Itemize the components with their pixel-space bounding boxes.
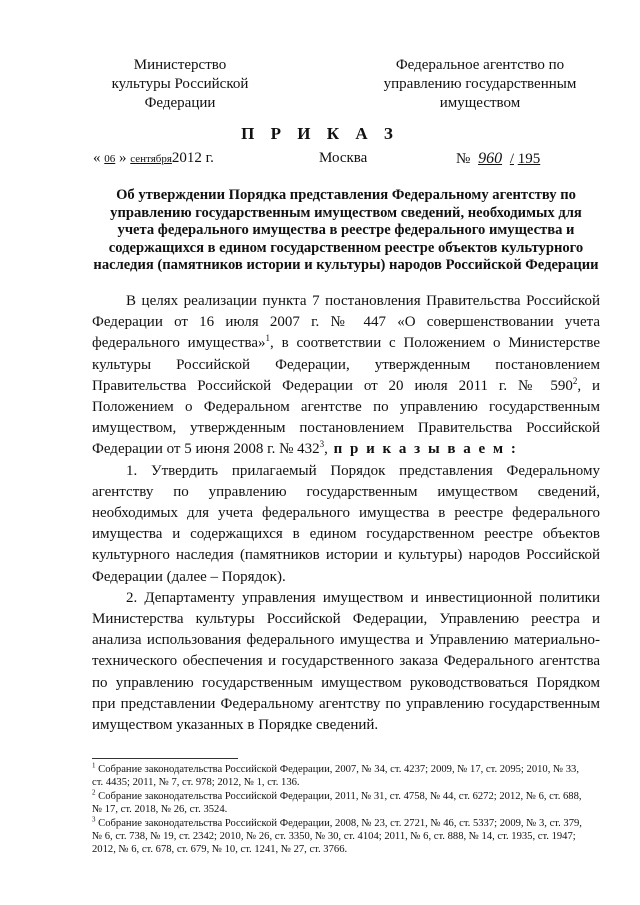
preamble-text: , в соответствии с Положением о Министерстве культуры Российской Федерации, утвержденным постановлением Правительства Российской Федерации от 20 июля 2011 г. № 590 <box>92 335 600 394</box>
order-body <box>92 291 600 736</box>
order-date <box>93 149 214 169</box>
order-number <box>456 149 540 169</box>
preamble-paragraph <box>92 291 600 461</box>
footnote-3-line <box>92 817 602 830</box>
date-quote-close: » <box>119 150 127 166</box>
issuer-ministry-line: культуры Российской <box>111 76 249 92</box>
footnote-3-line: № 6, ст. 738, № 19, ст. 2342; 2010, № 26, ст. 3350, № 30, ст. 4104; 2011, № 6, ст. 888, № 14, ст. 1935, ст. 1947; <box>92 831 576 843</box>
order-city: Москва <box>319 150 368 166</box>
footnote-1-line <box>92 763 602 776</box>
issuer-agency-line: управлению государственным <box>383 76 577 92</box>
footnote-divider <box>92 758 238 759</box>
clause-2: 2. Департаменту управления имуществом и инвестиционной политики Министерства культуры Российской Федерации, Управлению реестра и анализа использования федерального имущества и Управлению материально-технического обеспечения и государственного заказа Федерального агентства по управлению государственным имуществом руководствоваться Порядком при представлении Федеральному агентству по управлению государственным имуществом указанных в Порядке сведений. <box>92 589 600 734</box>
number-sign: № <box>456 151 471 167</box>
footnote-ref: 1 <box>265 333 271 344</box>
subject-line: учета федерального имущества в реестре федерального имущества и <box>117 222 575 239</box>
document-title: П Р И К А З <box>241 124 399 143</box>
footnote-2-line: № 17, ст. 2018, № 26, ст. 3524. <box>92 804 228 816</box>
footnote-3-line: 2012, № 6, ст. 678, ст. 679, № 10, ст. 1241, № 27, ст. 3766. <box>92 844 348 856</box>
footnote-ref: 3 <box>319 439 325 450</box>
issuer-ministry-block <box>80 56 280 113</box>
date-day: 06 <box>104 153 116 165</box>
issuer-agency-line: Федеральное агентство по <box>395 57 565 73</box>
issuer-ministry-line: Министерство <box>133 57 227 73</box>
footnote-text: Собрание законодательства Российской Федерации, 2007, № 34, ст. 4237; 2009, № 17, ст. 2095; 2010, № 33, <box>95 764 580 775</box>
number-separator: / <box>509 151 514 167</box>
date-year: 2012 г. <box>171 150 214 166</box>
footnote-1-line: ст. 4435; 2011, № 7, ст. 978; 2012, № 1, ст. 136. <box>92 777 300 789</box>
number-second: 195 <box>517 151 541 167</box>
preamble-text: В целях реализации пункта 7 постановления Правительства Российской Федерации от 16 июля 2007 г. № 447 «О совершенствовании учета федерального имущества» <box>92 293 600 352</box>
footnotes <box>92 763 602 857</box>
order-subject <box>92 187 600 275</box>
footnote-mark: 2 <box>92 788 96 797</box>
order-word: п р и к а з ы в а е м : <box>327 441 518 458</box>
clause-1: 1. Утвердить прилагаемый Порядок представления Федеральному агентству по управлению государственным имуществом сведений, необходимых для учета федерального имущества в реестре федерального имущества и содержащихся в едином государственном реестре объектов культурного наследия (памятников истории и культуры) народов Российской Федерации (далее – Порядок). <box>92 462 600 585</box>
subject-line: содержащихся в едином государственном реестре объектов культурного <box>108 239 584 256</box>
footnote-ref: 2 <box>572 375 578 386</box>
footnote-mark: 3 <box>92 815 96 824</box>
subject-line: управлению государственным имуществом сведений, необходимых для <box>110 204 582 221</box>
footnote-2-line <box>92 790 602 803</box>
issuer-ministry-line: Федерации <box>144 95 216 111</box>
subject-line: Об утверждении Порядка представления Федеральному агентству по <box>116 187 576 203</box>
date-month: сентября <box>130 153 172 165</box>
footnote-mark: 1 <box>92 761 96 770</box>
issuer-agency-block <box>355 56 605 113</box>
issuer-agency-line: имуществом <box>439 95 521 111</box>
subject-line: наследия (памятников истории и культуры) народов Российской Федерации <box>93 257 599 274</box>
footnote-text: Собрание законодательства Российской Федерации, 2008, № 23, ст. 2721, № 46, ст. 5337; 2009, № 3, ст. 379, <box>95 817 582 829</box>
number-handwritten: 960 <box>478 150 503 167</box>
preamble-text: , <box>324 441 328 458</box>
preamble-text: , и Положением о Федеральном агентстве по управлению государственным имуществом, утвержденным постановлением Правительства Российской Федерации от 5 июня 2008 г. № 432 <box>92 377 600 458</box>
footnote-text: Собрание законодательства Российской Федерации, 2011, № 31, ст. 4758, № 44, ст. 6272; 2012, № 6, ст. 688, <box>95 790 582 802</box>
date-quote-open: « <box>93 150 101 166</box>
